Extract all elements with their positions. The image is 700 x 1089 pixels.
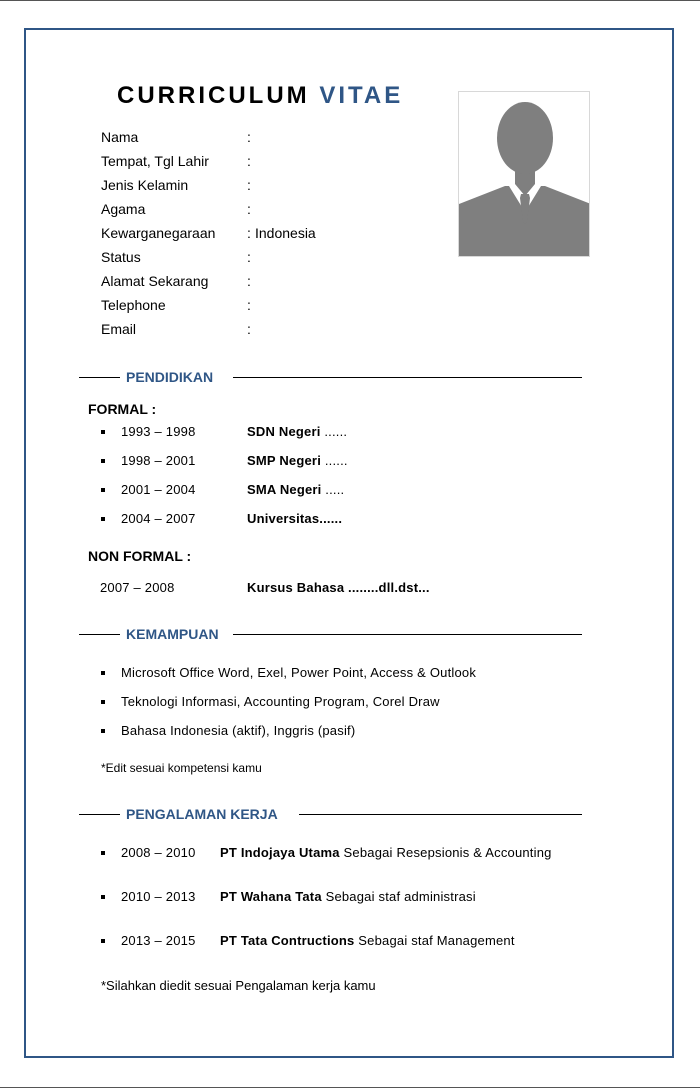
info-label: Nama — [101, 129, 139, 145]
top-edge-line — [0, 0, 700, 1]
profile-photo — [458, 91, 590, 257]
company-name: PT Wahana Tata — [220, 889, 322, 904]
info-colon: : — [247, 129, 251, 145]
bullet-icon — [101, 517, 105, 521]
info-colon: : — [247, 225, 251, 241]
bullet-icon — [101, 430, 105, 434]
nonformal-heading: NON FORMAL : — [88, 548, 192, 564]
experience-years: 2013 – 2015 — [121, 933, 196, 948]
info-colon: : — [247, 177, 251, 193]
info-colon: : — [247, 249, 251, 265]
person-silhouette-icon — [459, 92, 590, 257]
page-title — [117, 82, 403, 110]
info-label: Tempat, Tgl Lahir — [101, 153, 209, 169]
section-rule-left — [79, 634, 120, 635]
job-role: Sebagai staf administrasi — [321, 889, 476, 904]
bottom-edge-line — [0, 1087, 700, 1088]
section-rule-right — [233, 634, 582, 635]
skills-note: *Edit sesuai kompetensi kamu — [101, 761, 262, 775]
info-label: Status — [101, 249, 141, 265]
section-rule-left — [79, 377, 120, 378]
formal-school — [247, 482, 344, 497]
school-name: SMP Negeri — [247, 453, 322, 468]
nonformal-course: Kursus Bahasa ........dll.dst... — [247, 580, 430, 595]
school-name: Universitas...... — [247, 511, 343, 526]
school-name: SMA Negeri — [247, 482, 322, 497]
info-label: Email — [101, 321, 137, 337]
experience-detail — [220, 889, 476, 904]
info-label: Jenis Kelamin — [101, 177, 189, 193]
school-name: SDN Negeri — [247, 424, 321, 439]
bullet-icon — [101, 939, 105, 943]
formal-years: 1993 – 1998 — [121, 424, 196, 439]
info-colon: : — [247, 273, 251, 289]
info-colon: : — [247, 297, 251, 313]
section-title-kemampuan: KEMAMPUAN — [126, 626, 219, 642]
school-suffix: ...... — [320, 424, 348, 439]
experience-detail — [220, 933, 515, 948]
formal-years: 2001 – 2004 — [121, 482, 196, 497]
school-suffix: ...... — [321, 453, 348, 468]
info-label: Telephone — [101, 297, 166, 313]
info-colon: : — [247, 201, 251, 217]
formal-years: 2004 – 2007 — [121, 511, 196, 526]
section-title-pengalaman: PENGALAMAN KERJA — [126, 806, 278, 822]
company-name: PT Tata Contructions — [220, 933, 355, 948]
bullet-icon — [101, 700, 105, 704]
section-header-kemampuan — [79, 624, 582, 644]
job-role: Sebagai staf Management — [354, 933, 515, 948]
company-name: PT Indojaya Utama — [220, 845, 340, 860]
skill-item: Teknologi Informasi, Accounting Program, Corel Draw — [121, 694, 440, 709]
bullet-icon — [101, 671, 105, 675]
title-word-vitae: VITAE — [319, 82, 404, 109]
nonformal-years: 2007 – 2008 — [100, 580, 175, 595]
title-word-curriculum: CURRICULUM — [117, 82, 310, 109]
skill-item: Bahasa Indonesia (aktif), Inggris (pasif) — [121, 723, 356, 738]
section-header-pendidikan — [79, 367, 582, 387]
bullet-icon — [101, 488, 105, 492]
experience-note: *Silahkan diedit sesuai Pengalaman kerja kamu — [101, 978, 376, 993]
info-label: Kewarganegaraan — [101, 225, 216, 241]
section-rule-right — [233, 377, 582, 378]
job-role: Sebagai Resepsionis & Accounting — [339, 845, 552, 860]
bullet-icon — [101, 729, 105, 733]
info-colon: : — [247, 153, 251, 169]
section-rule-right — [299, 814, 582, 815]
section-header-pengalaman — [79, 804, 582, 824]
formal-years: 1998 – 2001 — [121, 453, 196, 468]
section-title-pendidikan: PENDIDIKAN — [126, 369, 214, 385]
bullet-icon — [101, 459, 105, 463]
skill-item: Microsoft Office Word, Exel, Power Point, Access & Outlook — [121, 665, 477, 680]
info-label: Alamat Sekarang — [101, 273, 209, 289]
formal-school — [247, 511, 342, 526]
experience-detail — [220, 845, 552, 860]
experience-years: 2010 – 2013 — [121, 889, 196, 904]
info-label: Agama — [101, 201, 146, 217]
formal-school — [247, 453, 348, 468]
experience-years: 2008 – 2010 — [121, 845, 196, 860]
info-colon: : — [247, 321, 251, 337]
formal-school — [247, 424, 347, 439]
bullet-icon — [101, 895, 105, 899]
bullet-icon — [101, 851, 105, 855]
info-value: Indonesia — [255, 225, 316, 241]
school-suffix: ..... — [321, 482, 345, 497]
formal-heading: FORMAL : — [88, 401, 157, 417]
section-rule-left — [79, 814, 120, 815]
